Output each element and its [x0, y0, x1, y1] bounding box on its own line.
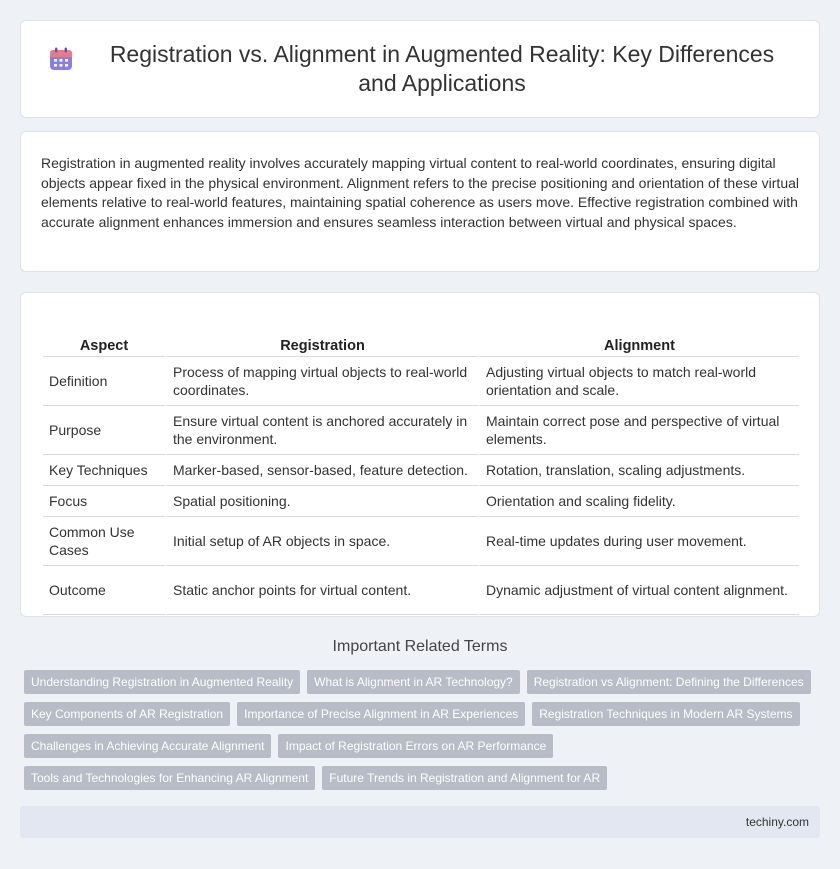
related-term-tag[interactable]: Registration vs Alignment: Defining the Differences	[527, 670, 811, 694]
registration-cell: Marker-based, sensor-based, feature detection.	[165, 455, 478, 486]
registration-cell: Static anchor points for virtual content.	[165, 566, 478, 615]
tag-row	[24, 734, 824, 758]
registration-cell: Spatial positioning.	[165, 486, 478, 517]
alignment-cell: Adjusting virtual objects to match real-world orientation and scale.	[478, 357, 799, 406]
aspect-cell: Key Techniques	[43, 455, 165, 486]
related-term-tag[interactable]: Understanding Registration in Augmented Reality	[24, 670, 300, 694]
table-row	[43, 406, 799, 455]
related-term-tag[interactable]: Key Components of AR Registration	[24, 702, 230, 726]
table-row	[43, 486, 799, 517]
table-header-row	[43, 313, 799, 357]
calendar-icon	[48, 46, 74, 72]
related-term-tag[interactable]: Tools and Technologies for Enhancing AR Alignment	[24, 766, 315, 790]
table-row	[43, 455, 799, 486]
table-row	[43, 357, 799, 406]
related-term-tag[interactable]: Future Trends in Registration and Alignment for AR	[322, 766, 607, 790]
registration-cell: Ensure virtual content is anchored accurately in the environment.	[165, 406, 478, 455]
comparison-table-card	[20, 292, 820, 617]
table-row	[43, 517, 799, 566]
column-header-alignment: Alignment	[478, 313, 799, 357]
footer-bar	[20, 806, 820, 838]
page-title: Registration vs. Alignment in Augmented Reality: Key Differences and Applications	[109, 41, 775, 96]
alignment-cell: Maintain correct pose and perspective of virtual elements.	[478, 406, 799, 455]
related-term-tag[interactable]: Impact of Registration Errors on AR Performance	[278, 734, 553, 758]
tag-row	[24, 766, 824, 790]
alignment-cell: Dynamic adjustment of virtual content alignment.	[478, 566, 799, 615]
aspect-cell: Outcome	[43, 566, 165, 615]
alignment-cell: Real-time updates during user movement.	[478, 517, 799, 566]
related-terms-list	[24, 670, 824, 798]
alignment-cell: Rotation, translation, scaling adjustments.	[478, 455, 799, 486]
tag-row	[24, 702, 824, 726]
alignment-cell: Orientation and scaling fidelity.	[478, 486, 799, 517]
related-terms-title: Important Related Terms	[332, 638, 508, 655]
column-header-registration: Registration	[165, 313, 478, 357]
table-row	[43, 566, 799, 615]
related-term-tag[interactable]: What is Alignment in AR Technology?	[307, 670, 520, 694]
aspect-cell: Common Use Cases	[43, 517, 165, 566]
tag-row	[24, 670, 824, 694]
registration-cell: Process of mapping virtual objects to real-world coordinates.	[165, 357, 478, 406]
column-header-aspect: Aspect	[43, 313, 165, 357]
comparison-table	[43, 313, 799, 615]
aspect-cell: Definition	[43, 357, 165, 406]
intro-paragraph: Registration in augmented reality involves accurately mapping virtual content to real-world coordinates, ensuring digital objects appear fixed in the physical environment. Alignment refers to the precise positioning and orientation of these virtual elements relative to real-world features, maintaining spatial coherence as users move. Effective registration combined with accurate alignment enhances immersion and ensures seamless interaction between virtual and physical spaces.	[41, 155, 799, 230]
related-term-tag[interactable]: Registration Techniques in Modern AR Systems	[532, 702, 799, 726]
aspect-cell: Purpose	[43, 406, 165, 455]
footer-brand[interactable]: techiny.com	[745, 815, 809, 829]
registration-cell: Initial setup of AR objects in space.	[165, 517, 478, 566]
related-term-tag[interactable]: Challenges in Achieving Accurate Alignment	[24, 734, 271, 758]
intro-card	[20, 131, 820, 272]
header-card	[20, 20, 820, 118]
related-term-tag[interactable]: Importance of Precise Alignment in AR Experiences	[237, 702, 525, 726]
aspect-cell: Focus	[43, 486, 165, 517]
